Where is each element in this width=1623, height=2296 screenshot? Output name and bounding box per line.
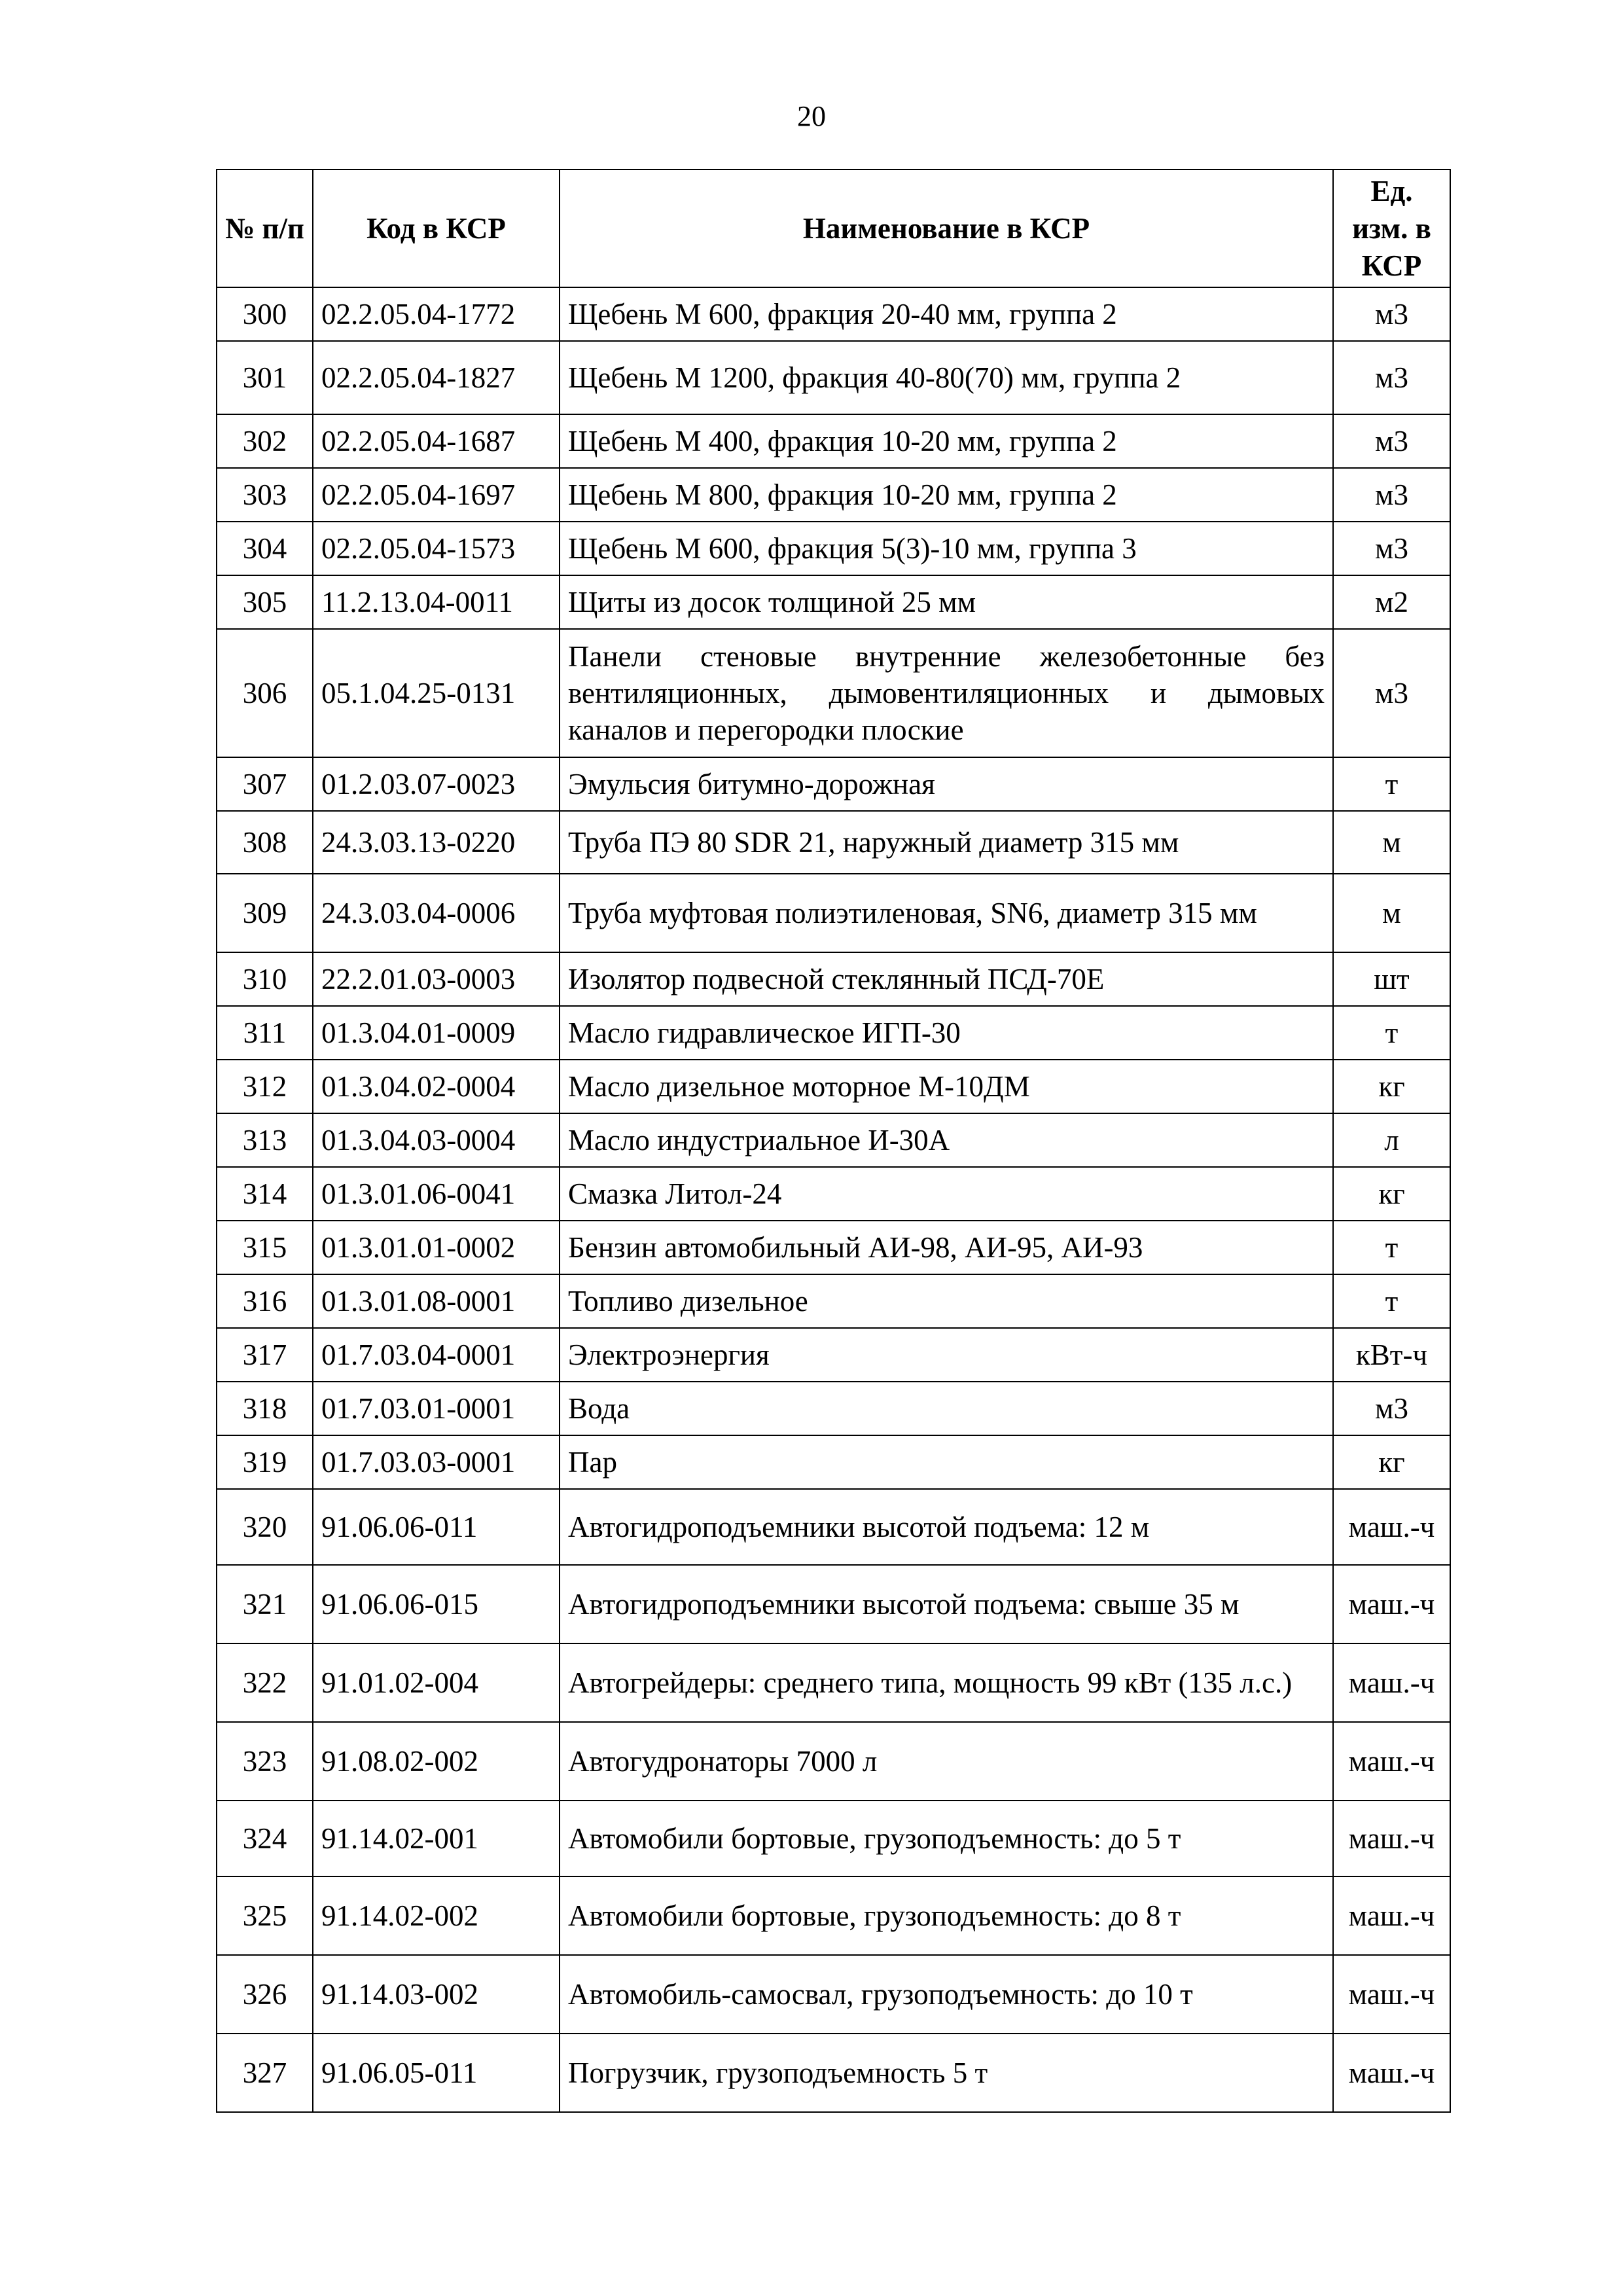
row-unit: м3	[1333, 468, 1450, 522]
row-code: 01.3.01.08-0001	[313, 1274, 560, 1328]
row-code: 02.2.05.04-1697	[313, 468, 560, 522]
row-code: 91.14.02-002	[313, 1876, 560, 1955]
row-num: 315	[217, 1221, 313, 1274]
row-num: 316	[217, 1274, 313, 1328]
row-name: Бензин автомобильный АИ-98, АИ-95, АИ-93	[560, 1221, 1333, 1274]
ksr-resource-table	[216, 169, 1451, 2113]
row-unit: м3	[1333, 1382, 1450, 1435]
row-unit: м3	[1333, 341, 1450, 414]
row-unit: т	[1333, 757, 1450, 811]
row-num: 318	[217, 1382, 313, 1435]
row-name: Изолятор подвесной стеклянный ПСД-70Е	[560, 952, 1333, 1006]
header-name: Наименование в КСР	[560, 170, 1333, 287]
table-row	[217, 874, 1450, 952]
table-row	[217, 1722, 1450, 1801]
row-code: 01.3.01.06-0041	[313, 1167, 560, 1221]
row-num: 323	[217, 1722, 313, 1801]
table-row	[217, 1643, 1450, 1722]
row-num: 321	[217, 1565, 313, 1643]
row-num: 304	[217, 522, 313, 575]
row-num: 300	[217, 287, 313, 341]
row-name: Автогидроподъемники высотой подъема: свыше 35 м	[560, 1565, 1333, 1643]
row-code: 01.2.03.07-0023	[313, 757, 560, 811]
row-unit: л	[1333, 1113, 1450, 1167]
table-row	[217, 952, 1450, 1006]
table-row	[217, 575, 1450, 629]
table-row	[217, 414, 1450, 468]
row-name: Масло индустриальное И-30А	[560, 1113, 1333, 1167]
row-unit: кг	[1333, 1060, 1450, 1113]
row-code: 02.2.05.04-1772	[313, 287, 560, 341]
row-unit: м2	[1333, 575, 1450, 629]
row-code: 91.01.02-004	[313, 1643, 560, 1722]
table-row	[217, 629, 1450, 757]
table-row	[217, 1006, 1450, 1060]
row-num: 313	[217, 1113, 313, 1167]
row-code: 01.7.03.03-0001	[313, 1435, 560, 1489]
row-num: 309	[217, 874, 313, 952]
row-code: 01.3.04.01-0009	[313, 1006, 560, 1060]
row-num: 306	[217, 629, 313, 757]
table-row	[217, 468, 1450, 522]
table-row	[217, 1274, 1450, 1328]
row-num: 305	[217, 575, 313, 629]
row-name: Электроэнергия	[560, 1328, 1333, 1382]
row-unit: м3	[1333, 522, 1450, 575]
table-row	[217, 1221, 1450, 1274]
table-body	[217, 287, 1450, 2112]
row-unit: кг	[1333, 1167, 1450, 1221]
row-name: Щебень М 800, фракция 10-20 мм, группа 2	[560, 468, 1333, 522]
row-name: Эмульсия битумно-дорожная	[560, 757, 1333, 811]
row-name: Щебень М 400, фракция 10-20 мм, группа 2	[560, 414, 1333, 468]
row-name: Труба муфтовая полиэтиленовая, SN6, диаметр 315 мм	[560, 874, 1333, 952]
row-num: 303	[217, 468, 313, 522]
row-unit: кВт-ч	[1333, 1328, 1450, 1382]
row-name: Погрузчик, грузоподъемность 5 т	[560, 2034, 1333, 2112]
row-unit: м	[1333, 811, 1450, 874]
row-num: 311	[217, 1006, 313, 1060]
row-code: 01.3.04.02-0004	[313, 1060, 560, 1113]
table-row	[217, 757, 1450, 811]
row-name: Щебень М 600, фракция 5(3)-10 мм, группа 3	[560, 522, 1333, 575]
row-unit: маш.-ч	[1333, 1801, 1450, 1876]
row-name: Автомобиль-самосвал, грузоподъемность: до 10 т	[560, 1955, 1333, 2034]
table-row	[217, 287, 1450, 341]
row-num: 310	[217, 952, 313, 1006]
row-code: 01.7.03.01-0001	[313, 1382, 560, 1435]
row-code: 02.2.05.04-1573	[313, 522, 560, 575]
row-unit: маш.-ч	[1333, 2034, 1450, 2112]
row-num: 302	[217, 414, 313, 468]
table-row	[217, 341, 1450, 414]
row-name: Автогудронаторы 7000 л	[560, 1722, 1333, 1801]
row-code: 24.3.03.04-0006	[313, 874, 560, 952]
row-code: 24.3.03.13-0220	[313, 811, 560, 874]
row-code: 91.14.03-002	[313, 1955, 560, 2034]
row-unit: т	[1333, 1274, 1450, 1328]
row-code: 91.06.06-015	[313, 1565, 560, 1643]
table-row	[217, 1955, 1450, 2034]
row-unit: маш.-ч	[1333, 1876, 1450, 1955]
row-num: 325	[217, 1876, 313, 1955]
table-header-row	[217, 170, 1450, 287]
row-num: 327	[217, 2034, 313, 2112]
row-code: 91.08.02-002	[313, 1722, 560, 1801]
row-name: Панели стеновые внутренние железобетонные без вентиляционных, дымовентиляционных и дымовых каналов и перегородки плоские	[560, 629, 1333, 757]
table-row	[217, 1113, 1450, 1167]
table-row	[217, 1167, 1450, 1221]
row-num: 314	[217, 1167, 313, 1221]
row-num: 326	[217, 1955, 313, 2034]
row-code: 05.1.04.25-0131	[313, 629, 560, 757]
row-name: Вода	[560, 1382, 1333, 1435]
row-code: 91.14.02-001	[313, 1801, 560, 1876]
row-num: 322	[217, 1643, 313, 1722]
row-code: 91.06.06-011	[313, 1489, 560, 1565]
table-row	[217, 811, 1450, 874]
table-row	[217, 1876, 1450, 1955]
row-name: Масло дизельное моторное М-10ДМ	[560, 1060, 1333, 1113]
row-unit: т	[1333, 1006, 1450, 1060]
row-num: 319	[217, 1435, 313, 1489]
row-name: Пар	[560, 1435, 1333, 1489]
table-row	[217, 2034, 1450, 2112]
row-unit: маш.-ч	[1333, 1643, 1450, 1722]
row-code: 91.06.05-011	[313, 2034, 560, 2112]
row-unit: шт	[1333, 952, 1450, 1006]
row-name: Топливо дизельное	[560, 1274, 1333, 1328]
row-name: Щебень М 1200, фракция 40-80(70) мм, группа 2	[560, 341, 1333, 414]
row-unit: маш.-ч	[1333, 1722, 1450, 1801]
row-num: 312	[217, 1060, 313, 1113]
table-row	[217, 1489, 1450, 1565]
row-code: 02.2.05.04-1687	[313, 414, 560, 468]
row-unit: маш.-ч	[1333, 1565, 1450, 1643]
row-code: 01.3.04.03-0004	[313, 1113, 560, 1167]
row-unit: кг	[1333, 1435, 1450, 1489]
table-row	[217, 1060, 1450, 1113]
table-row	[217, 522, 1450, 575]
page-number: 20	[797, 100, 826, 132]
row-name: Автомобили бортовые, грузоподъемность: до 5 т	[560, 1801, 1333, 1876]
row-name: Щебень М 600, фракция 20-40 мм, группа 2	[560, 287, 1333, 341]
table-row	[217, 1565, 1450, 1643]
row-unit: м3	[1333, 287, 1450, 341]
table-row	[217, 1801, 1450, 1876]
row-name: Щиты из досок толщиной 25 мм	[560, 575, 1333, 629]
row-unit: маш.-ч	[1333, 1955, 1450, 2034]
row-unit: м3	[1333, 629, 1450, 757]
row-num: 320	[217, 1489, 313, 1565]
row-num: 301	[217, 341, 313, 414]
row-unit: маш.-ч	[1333, 1489, 1450, 1565]
row-num: 317	[217, 1328, 313, 1382]
row-name: Автогидроподъемники высотой подъема: 12 м	[560, 1489, 1333, 1565]
row-code: 01.7.03.04-0001	[313, 1328, 560, 1382]
header-unit: Ед. изм. в КСР	[1333, 170, 1450, 287]
row-name: Смазка Литол-24	[560, 1167, 1333, 1221]
row-num: 307	[217, 757, 313, 811]
row-name: Масло гидравлическое ИГП-30	[560, 1006, 1333, 1060]
row-unit: м3	[1333, 414, 1450, 468]
row-code: 02.2.05.04-1827	[313, 341, 560, 414]
table-row	[217, 1382, 1450, 1435]
row-num: 308	[217, 811, 313, 874]
row-code: 11.2.13.04-0011	[313, 575, 560, 629]
header-code: Код в КСР	[313, 170, 560, 287]
row-name: Труба ПЭ 80 SDR 21, наружный диаметр 315 мм	[560, 811, 1333, 874]
table-row	[217, 1328, 1450, 1382]
header-num: № п/п	[217, 170, 313, 287]
row-name: Автогрейдеры: среднего типа, мощность 99 кВт (135 л.с.)	[560, 1643, 1333, 1722]
row-unit: м	[1333, 874, 1450, 952]
row-num: 324	[217, 1801, 313, 1876]
row-name: Автомобили бортовые, грузоподъемность: до 8 т	[560, 1876, 1333, 1955]
row-code: 01.3.01.01-0002	[313, 1221, 560, 1274]
row-code: 22.2.01.03-0003	[313, 952, 560, 1006]
row-unit: т	[1333, 1221, 1450, 1274]
table-row	[217, 1435, 1450, 1489]
